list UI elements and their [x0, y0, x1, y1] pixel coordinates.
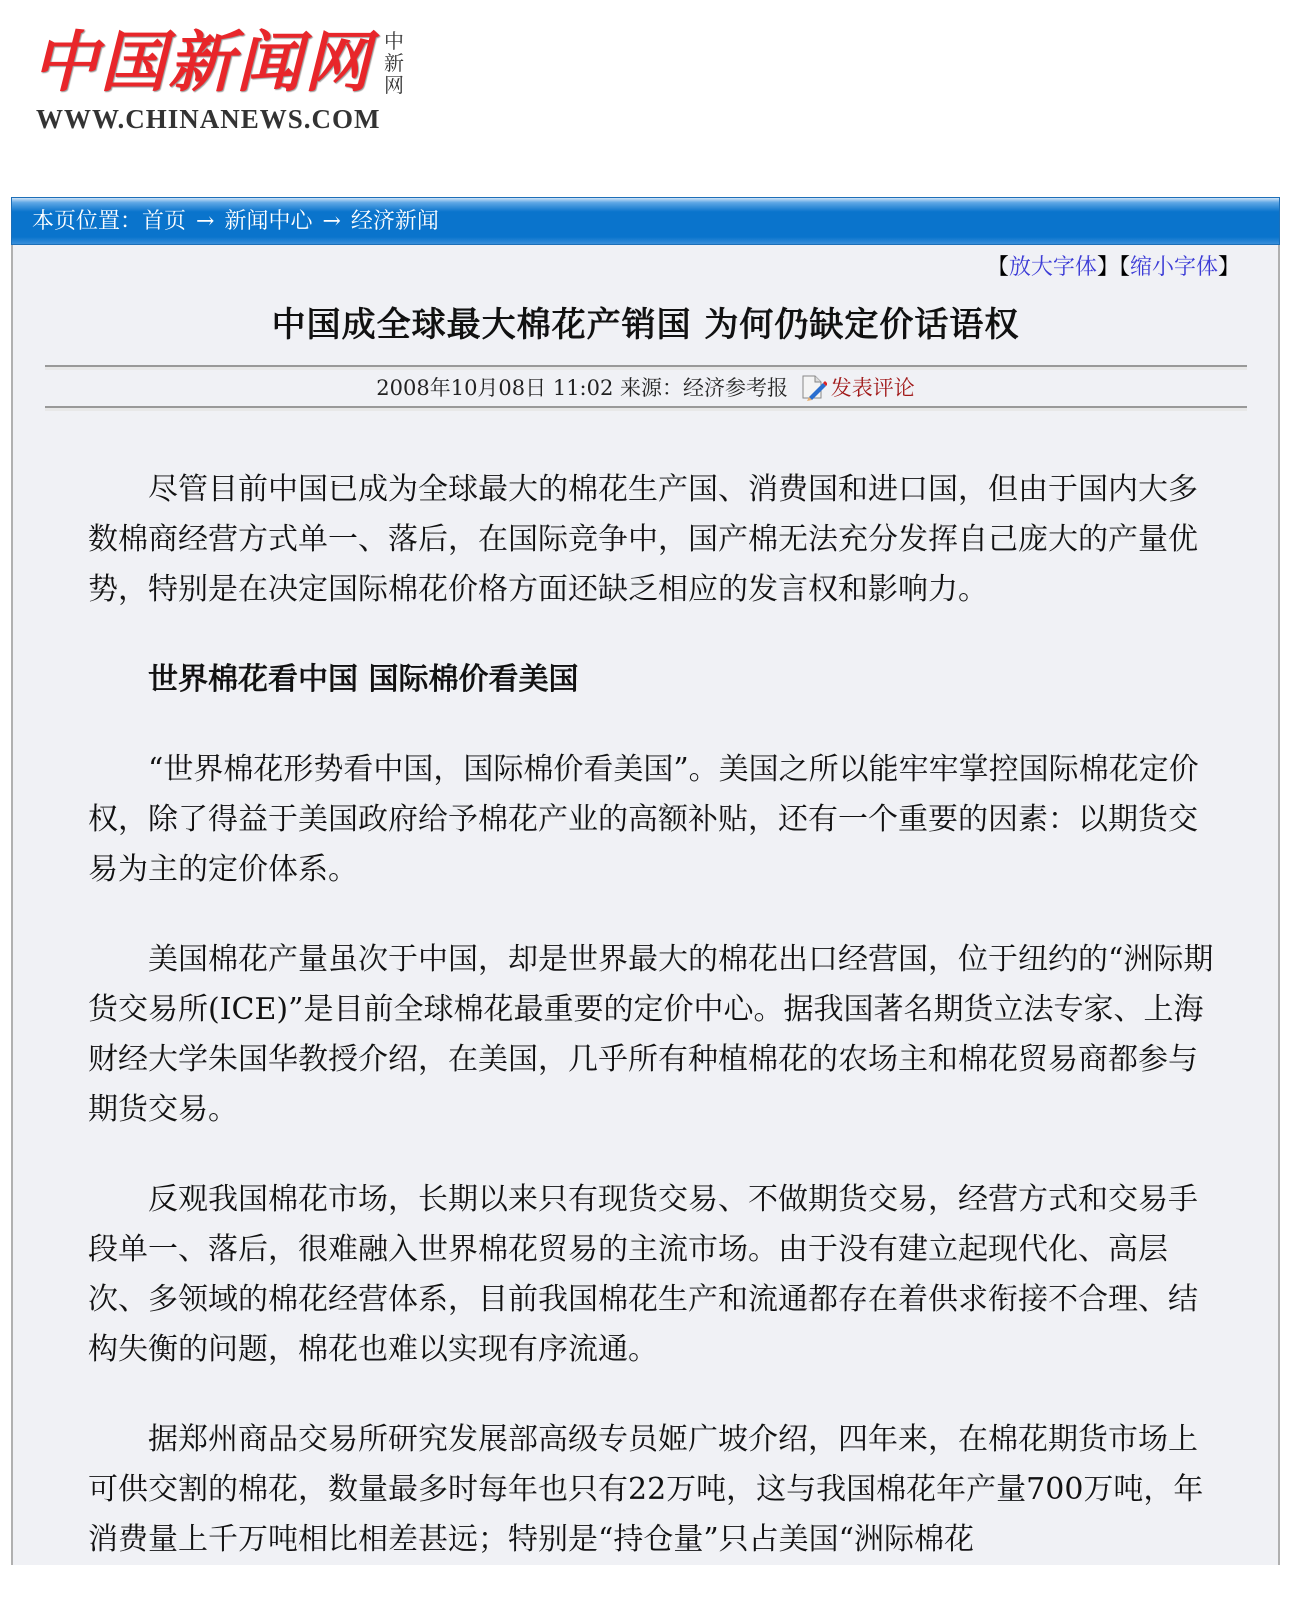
site-logo[interactable]	[28, 18, 418, 133]
article-paragraph: 美国棉花产量虽次于中国，却是世界最大的棉花出口经营国，位于纽约的“洲际期货交易所(ICE)”是目前全球棉花最重要的定价中心。据我国著名期货立法专家、上海财经大学朱国华教授介绍，在美国，几乎所有种植棉花的农场主和棉花贸易商都参与期货交易。	[88, 942, 1214, 1127]
article-meta	[13, 373, 1278, 403]
bracket: 】	[1096, 255, 1119, 280]
breadcrumb-bar	[11, 197, 1280, 245]
enlarge-font-link[interactable]: 放大字体	[1008, 255, 1097, 280]
article-paragraph: 尽管目前中国已成为全球最大的棉花生产国、消费国和进口国，但由于国内大多数棉商经营方式单一、落后，在国际竞争中，国产棉无法充分发挥自己庞大的产量优势，特别是在决定国际棉花价格方面还缺乏相应的发言权和影响力。	[88, 472, 1198, 607]
article-container	[11, 245, 1280, 1565]
divider	[45, 365, 1247, 370]
breadcrumb-label: 本页位置：	[32, 209, 143, 234]
logo-short-char: 新	[384, 51, 404, 75]
bracket: 【	[986, 255, 1009, 280]
logo-url-text: WWW.CHINANEWS.COM	[36, 104, 381, 134]
arrow-right-icon: →	[196, 209, 215, 234]
shrink-font-link[interactable]: 缩小字体	[1129, 255, 1218, 280]
logo-short-char: 中	[384, 29, 404, 53]
logo-chinese-name: 中国新闻网	[32, 23, 372, 101]
publish-date: 2008年10月08日 11:02	[376, 376, 614, 400]
bracket: 【	[1118, 255, 1130, 280]
article-title: 中国成全球最大棉花产销国 为何仍缺定价话语权	[271, 305, 1020, 345]
bracket: 】	[1217, 255, 1240, 280]
source-label: 来源：	[620, 376, 684, 400]
breadcrumb-economy-news[interactable]: 经济新闻	[350, 209, 439, 234]
article-paragraph: 反观我国棉花市场，长期以来只有现货交易、不做期货交易，经营方式和交易手段单一、落后，很难融入世界棉花贸易的主流市场。由于没有建立起现代化、高层次、多领域的棉花经营体系，目前我国棉花生产和流通都存在着供求衔接不合理、结构失衡的问题，棉花也难以实现有序流通。	[88, 1182, 1198, 1367]
breadcrumb-home[interactable]: 首页	[142, 209, 187, 234]
post-comment-link[interactable]: 发表评论	[830, 376, 915, 400]
edit-comment-icon[interactable]	[799, 373, 827, 401]
article-body	[88, 465, 1218, 1605]
divider	[45, 406, 1247, 411]
article-paragraph: 据郑州商品交易所研究发展部高级专员姬广坡介绍，四年来，在棉花期货市场上可供交割的棉花，数量最多时每年也只有22万吨，这与我国棉花年产量700万吨，年消费量上千万吨相比相差甚远；特别是“持仓量”只占美国“洲际棉花	[88, 1422, 1204, 1557]
breadcrumb-news-center[interactable]: 新闻中心	[224, 209, 313, 234]
article-paragraph: “世界棉花形势看中国，国际棉价看美国”。美国之所以能牢牢掌控国际棉花定价权，除了得益于美国政府给予棉花产业的高额补贴，还有一个重要的因素：以期货交易为主的定价体系。	[88, 752, 1199, 887]
logo-short-char: 网	[384, 73, 404, 97]
breadcrumb	[32, 208, 439, 236]
logo-short-name	[380, 30, 408, 96]
source-name: 经济参考报	[683, 376, 789, 400]
article-subheading: 世界棉花看中国 国际棉价看美国	[148, 662, 579, 697]
font-size-controls	[987, 253, 1240, 283]
arrow-right-icon: →	[322, 209, 341, 234]
